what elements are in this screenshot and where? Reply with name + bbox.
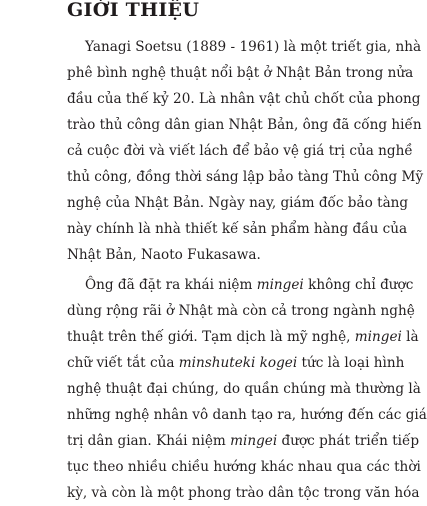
body-line: phê bình nghệ thuật nổi bật ở Nhật Bản trong nửa [67,65,414,81]
body-line: này chính là nhà thiết kế sản phẩm hàng đầu của [67,221,408,237]
body-line: nghệ của Nhật Bản. Ngày nay, giám đốc bảo tàng [67,195,409,211]
body-line: kỳ, và còn là một phong trào dân tộc trong văn hóa [67,485,420,501]
body-line: thủ công, đồng thời sáng lập bảo tàng Thủ công Mỹ [67,169,424,185]
body-line: Ông đã đặt ra khái niệm mingei không chỉ được [85,277,414,293]
body-line: Nhật Bản, Naoto Fukasawa. [67,247,261,263]
body-line: trào thủ công dân gian Nhật Bản, ông đã cống hiến [67,117,422,133]
body-line: thuật trên thế giới. Tạm dịch là mỹ nghệ, mingei là [67,329,419,345]
body-line: trị dân gian. Khái niệm mingei được phát triển tiếp [67,433,420,449]
body-line: tục theo nhiều chiều hướng khác nhau qua các thời [67,459,421,475]
body-line: những nghệ nhân vô danh tạo ra, hướng đến các giá [67,407,427,423]
body-line: Yanagi Soetsu (1889 - 1961) là một triết gia, nhà [85,39,422,55]
section-heading: GIỚI THIỆU [67,0,200,21]
body-line: cả cuộc đời và viết lách để bảo vệ giá trị của nghề [67,143,413,159]
body-line: nghệ thuật đại chúng, do quần chúng mà thường là [67,381,421,397]
body-line: dùng rộng rãi ở Nhật mà còn cả trong ngành nghệ [67,303,415,319]
body-line: đầu của thế kỷ 20. Là nhân vật chủ chốt của phong [67,91,421,107]
body-line: chữ viết tắt của minshuteki kogei tức là loại hình [67,355,405,371]
